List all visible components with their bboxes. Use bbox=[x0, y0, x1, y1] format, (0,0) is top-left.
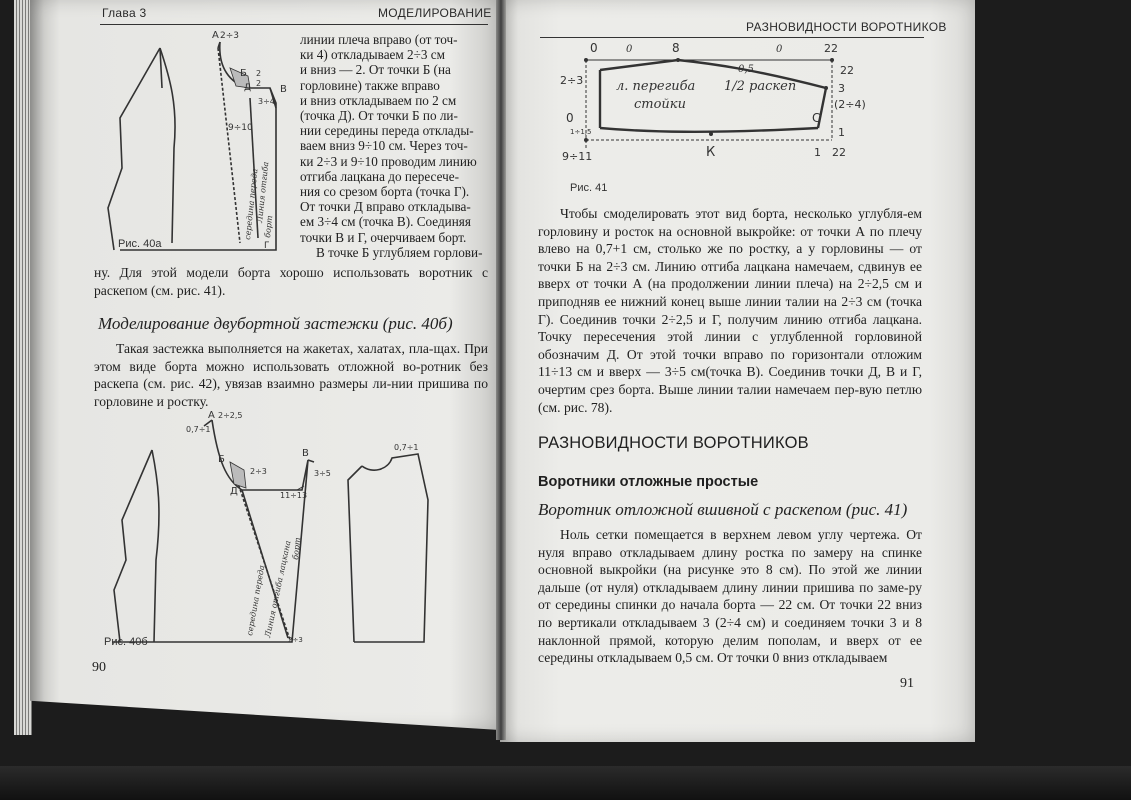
right-page-number: 91 bbox=[900, 676, 914, 691]
fig41-label-3: 3 bbox=[838, 82, 845, 95]
right-header-rule bbox=[540, 37, 924, 38]
fig40b-label-bottom: 2÷3 bbox=[288, 636, 303, 644]
fig41-label-half-raskep: 1/2 раскеп bbox=[724, 79, 797, 94]
section-heading: РАЗНОВИДНОСТИ ВОРОТНИКОВ bbox=[538, 434, 809, 452]
fig41-label-9-11: 9÷11 bbox=[562, 150, 593, 163]
fig41-label-22-bottom: 22 bbox=[832, 146, 846, 159]
fig40b-label-07: 0,7÷1 bbox=[186, 425, 211, 434]
fig40a-label-g: Г bbox=[264, 241, 270, 251]
fig40b-label-d: Д bbox=[230, 486, 238, 497]
fig40a-label-2-3: 2÷3 bbox=[220, 31, 239, 41]
fig41-label-stand: стойки bbox=[634, 97, 686, 112]
fig40b-label-v: В bbox=[302, 448, 309, 459]
fig40a-label-d: Д bbox=[244, 83, 252, 93]
fig41-label-0d: 0 bbox=[566, 111, 574, 125]
column-line: (точка Д). От точки Б по ли- bbox=[300, 108, 458, 124]
column-line: ем 3÷4 см (точка В). Соединяя bbox=[300, 214, 471, 230]
fig40b-label-2-3: 2÷3 bbox=[250, 467, 267, 476]
column-line: отгиба лацкана до пересече- bbox=[300, 168, 459, 184]
figure-40b bbox=[92, 410, 462, 646]
column-line: ки 2÷3 и 9÷10 проводим линию bbox=[300, 153, 477, 169]
right-para-2 bbox=[538, 526, 922, 667]
right-header-title: РАЗНОВИДНОСТИ ВОРОТНИКОВ bbox=[746, 20, 947, 34]
fig41-label-22-right: 22 bbox=[840, 64, 854, 77]
left-para-continue bbox=[94, 264, 488, 299]
column-line: и вниз откладываем по 2 см bbox=[300, 92, 457, 108]
fig41-label-2-4: (2÷4) bbox=[834, 98, 866, 111]
sub-heading: Воротники отложные простые bbox=[538, 474, 759, 490]
left-column-text bbox=[300, 32, 486, 260]
fig41-label-0c: 0 bbox=[776, 44, 783, 55]
fig40a-label-fold: Линия отгиба bbox=[255, 161, 271, 224]
fig40b-label-11-13: 11÷13 bbox=[280, 491, 308, 500]
column-line: горловине) также вправо bbox=[300, 77, 440, 93]
para-continue-text: ну. Для этой модели борта хорошо использовать воротник с раскепом (см. рис. 41). bbox=[94, 265, 488, 298]
fig41-label-05: 0,5 bbox=[738, 64, 754, 75]
right-italic-heading: Воротник отложной вшивной с раскепом (рис. 41) bbox=[538, 500, 908, 519]
fig40b-label-bort: борт bbox=[291, 536, 303, 561]
fig41-label-2-3: 2÷3 bbox=[560, 74, 584, 87]
fig41-caption: Рис. 41 bbox=[570, 182, 608, 194]
fig40a-label-a: А bbox=[212, 30, 219, 41]
left-para-2 bbox=[94, 340, 488, 410]
fig41-label-0a: 0 bbox=[590, 41, 598, 55]
fig40b-label-b: Б bbox=[218, 454, 225, 465]
fig41-label-8: 8 bbox=[672, 41, 680, 55]
fig40b-label-a: А bbox=[208, 410, 215, 421]
left-header-title: МОДЕЛИРОВАНИЕ bbox=[378, 6, 492, 20]
fig41-label-1-15: 1÷1,5 bbox=[570, 128, 592, 136]
fig40a-label-center: середина переда bbox=[243, 168, 260, 241]
right-para-1 bbox=[538, 205, 922, 416]
column-line: точки В и Г, очерчиваем борт. bbox=[300, 229, 467, 245]
fig40b-label-center: середина переда bbox=[245, 564, 267, 637]
fig40b-label-3-5: 3÷5 bbox=[314, 469, 331, 478]
fig40a-label-9-10: 9÷10 bbox=[228, 123, 253, 133]
fig40a-caption: Рис. 40а bbox=[118, 238, 162, 250]
fig40a-label-2a: 2 bbox=[256, 69, 262, 78]
column-line: ния со срезом борта (точка Г). bbox=[300, 184, 470, 200]
fig40b-label-fold: Линия отгиба лацкана bbox=[263, 539, 293, 639]
column-line: линии плеча вправо (от точ- bbox=[300, 32, 458, 47]
page-edges bbox=[14, 0, 32, 735]
fig41-label-1-right: 1 bbox=[838, 126, 845, 139]
figure-40a bbox=[100, 28, 300, 252]
figure-41 bbox=[556, 40, 866, 170]
left-header-rule bbox=[100, 24, 488, 25]
left-header-chapter: Глава 3 bbox=[102, 6, 147, 20]
scanner-bed bbox=[0, 766, 1131, 800]
fig41-label-c: С bbox=[812, 111, 821, 125]
column-line: В точке Б углубляем горлови- bbox=[316, 244, 483, 260]
fig40b-caption: Рис. 40б bbox=[104, 636, 148, 648]
fig41-label-1-bottom: 1 bbox=[814, 146, 821, 159]
fig41-label-k: К bbox=[706, 145, 716, 160]
column-line: ки 4) откладываем 2÷3 см bbox=[300, 47, 445, 63]
left-italic-heading: Моделирование двубортной застежки (рис. 40б) bbox=[98, 314, 453, 333]
book-gutter bbox=[496, 0, 506, 740]
fig41-label-0b: 0 bbox=[626, 44, 633, 55]
fig41-label-22-top: 22 bbox=[824, 42, 838, 55]
fig41-label-fold-line: л. перегиба bbox=[616, 79, 696, 94]
para1-text: Чтобы смоделировать этот вид борта, несколько углубля-ем горловину и росток на основной выкройке: от точки А по плечу влево на 0,7+1 см, столько же по ростку, а у горловины — от точки Б на 2÷3 см. Линию отгиба лацкана намечаем, сдвинув ее вверх от точки А (на продолжении линии плеча) на 2÷2,5 см и приподняв ее нижний конец выше линии талии на 2÷3 см (точка Г). Соединив точки 2÷2,5 и Г, получим линию отгиба лацкана. Точку пересечения этой линии с углубленной горловиной обозначим Д. От этой точки вправо по горизонтали отложим 11÷13 см и вверх — 3÷5 см(точка В). Соединив точки Д, В и Г, очертим срез борта. Выше линии талии намечаем пер-вую петлю (см. рис. 78). bbox=[538, 206, 922, 415]
column-line: нии середины переда отклады- bbox=[300, 123, 474, 139]
para2-right-text: Ноль сетки помещается в верхнем левом углу чертежа. От нуля вправо откладываем длину ростка по замеру на спинке основной выкройки (на рисунке это 8 см). По этой же линии дальше (от нуля) откладываем длину линии пришива по заме-ру от середины спинки до начала борта — 22 см. От точки 22 вниз по вертикали откладываем 3 (2÷4 см) и соединяем точки 3 и 8 наклонной прямой, которую делим пополам, и вверх от ее середины откладываем 0,5 см. От точки 0 вниз откладываем bbox=[538, 527, 922, 666]
fig40b-label-2-25: 2÷2,5 bbox=[218, 411, 243, 420]
para2-text: Такая застежка выполняется на жакетах, халатах, пла-щах. При этом виде борта можно использовать отложной во-ротник без раскепа (см. рис. 42), увязав взаимно размеры ли-нии пришива по горловине и ростку. bbox=[94, 341, 488, 409]
left-page-number: 90 bbox=[92, 660, 106, 675]
fig40b-label-07-right: 0,7÷1 bbox=[394, 443, 419, 452]
fig40a-label-bort: борт bbox=[263, 214, 275, 239]
column-line: От точки Д вправо откладыва- bbox=[300, 199, 471, 215]
fig40a-label-3-4: 3÷4 bbox=[258, 97, 275, 106]
column-line: ваем вниз 9÷10 см. Через точ- bbox=[300, 138, 468, 154]
fig40a-label-v: В bbox=[280, 84, 287, 95]
fig40a-label-b: Б bbox=[240, 68, 247, 79]
fig40a-label-2b: 2 bbox=[256, 79, 262, 88]
column-line: и вниз — 2. От точки Б (на bbox=[300, 62, 451, 78]
